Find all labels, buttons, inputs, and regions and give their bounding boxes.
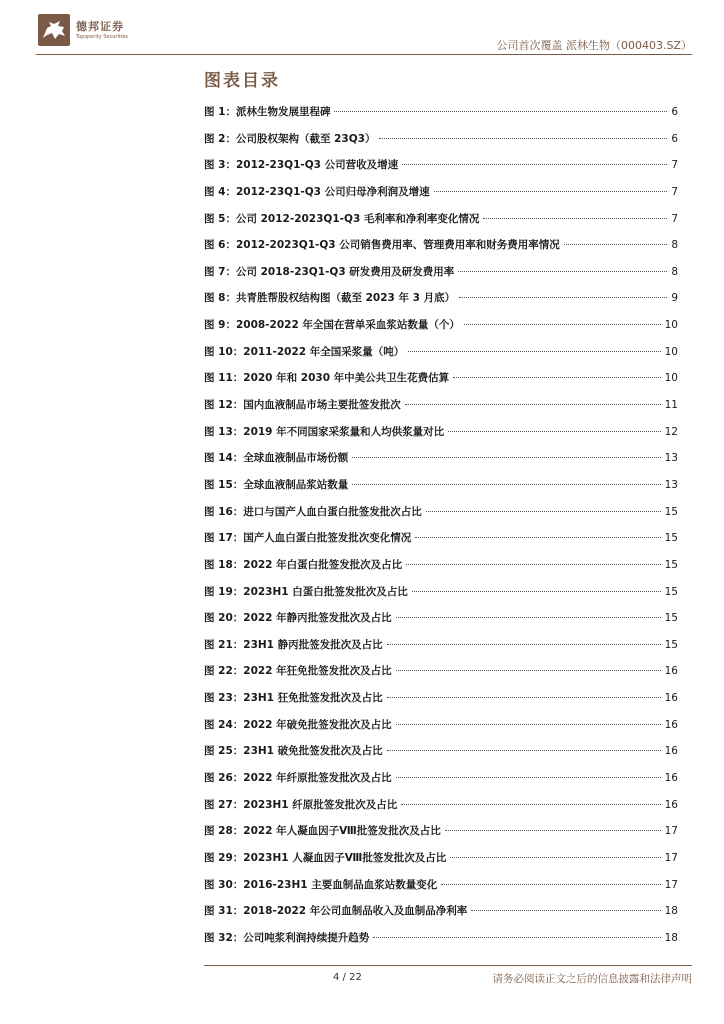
toc-entry[interactable] (204, 743, 678, 770)
header-divider (36, 54, 692, 55)
toc-dot-leader (387, 644, 661, 645)
toc-entry-page: 7 (671, 212, 678, 225)
toc-entry[interactable] (204, 797, 678, 824)
toc-entry-label: 图 7：公司 2018-23Q1-Q3 研发费用及研发费用率 (204, 265, 455, 278)
toc-dot-leader (434, 191, 668, 192)
toc-entry[interactable] (204, 211, 678, 238)
toc-entry[interactable] (204, 877, 678, 904)
toc-entry-page: 10 (664, 319, 678, 332)
toc-dot-leader (396, 777, 661, 778)
toc-entry-page: 10 (664, 345, 678, 358)
toc-entry[interactable] (204, 770, 678, 797)
toc-dot-leader (426, 511, 661, 512)
toc-entry-label: 图 20：2022 年静丙批签发批次及占比 (204, 612, 392, 625)
toc-entry[interactable] (204, 370, 678, 397)
toc-entry-label: 图 4：2012-23Q1-Q3 公司归母净利润及增速 (204, 185, 430, 198)
toc-entry-label: 图 10：2011-2022 年全国采浆量（吨） (204, 345, 405, 358)
toc-entry-page: 16 (664, 798, 678, 811)
toc-entry-label: 图 32：公司吨浆利润持续提升趋势 (204, 931, 370, 944)
toc-entry-label: 图 3：2012-23Q1-Q3 公司营收及增速 (204, 159, 399, 172)
toc-entry-label: 图 14：全球血液制品市场份额 (204, 452, 349, 465)
toc-entry-label: 图 26：2022 年纤原批签发批次及占比 (204, 772, 392, 785)
toc-entry[interactable] (204, 504, 678, 531)
toc-entry[interactable] (204, 690, 678, 717)
toc-entry[interactable] (204, 184, 678, 211)
toc-entry-label: 图 13：2019 年不同国家采浆量和人均供浆量对比 (204, 425, 445, 438)
toc-entry-label: 图 28：2022 年人凝血因子Ⅷ批签发批次及占比 (204, 825, 441, 838)
toc-entry-page: 15 (664, 638, 678, 651)
toc-entry[interactable] (204, 530, 678, 557)
toc-entry-label: 图 27：2023H1 纤原批签发批次及占比 (204, 798, 398, 811)
toc-entry[interactable] (204, 557, 678, 584)
toc-entry-label: 图 2：公司股权架构（截至 23Q3） (204, 132, 376, 145)
toc-dot-leader (450, 857, 660, 858)
toc-entry[interactable] (204, 317, 678, 344)
report-header-info: 公司首次覆盖 派林生物（000403.SZ） (496, 39, 692, 52)
toc-dot-leader (408, 351, 660, 352)
toc-dot-leader (379, 138, 667, 139)
footer-divider (204, 965, 692, 966)
toc-dot-leader (453, 377, 660, 378)
toc-dot-leader (387, 750, 661, 751)
toc-dot-leader (441, 884, 660, 885)
toc-entry-page: 16 (664, 692, 678, 705)
toc-entry-page: 13 (664, 452, 678, 465)
toc-entry-label: 图 11：2020 年和 2030 年中美公共卫生花费估算 (204, 372, 450, 385)
toc-entry[interactable] (204, 424, 678, 451)
toc-entry-page: 6 (671, 132, 678, 145)
figure-list (204, 104, 678, 957)
toc-entry-page: 17 (664, 851, 678, 864)
toc-entry-page: 6 (671, 106, 678, 118)
toc-entry[interactable] (204, 264, 678, 291)
toc-entry-label: 图 5：公司 2012-2023Q1-Q3 毛利率和净利率变化情况 (204, 212, 480, 225)
toc-dot-leader (483, 218, 667, 219)
toc-dot-leader (458, 271, 667, 272)
toc-entry[interactable] (204, 584, 678, 611)
toc-entry-page: 18 (664, 931, 678, 944)
toc-dot-leader (464, 324, 661, 325)
toc-entry[interactable] (204, 637, 678, 664)
toc-entry-label: 图 15：全球血液制品浆站数量 (204, 478, 349, 491)
toc-entry-label: 图 1：派林生物发展里程碑 (204, 106, 331, 118)
toc-entry[interactable] (204, 157, 678, 184)
company-logo (38, 14, 128, 46)
toc-entry-page: 17 (664, 878, 678, 891)
toc-entry-label: 图 6：2012-2023Q1-Q3 公司销售费用率、管理费用率和财务费用率情况 (204, 239, 560, 252)
toc-entry-page: 7 (671, 159, 678, 172)
toc-entry-page: 16 (664, 772, 678, 785)
toc-entry-page: 15 (664, 558, 678, 571)
toc-dot-leader (445, 830, 661, 831)
toc-dot-leader (334, 111, 667, 112)
toc-entry[interactable] (204, 850, 678, 877)
toc-entry-label: 图 29：2023H1 人凝血因子Ⅷ批签发批次及占比 (204, 851, 447, 864)
toc-entry-page: 8 (671, 239, 678, 252)
toc-entry-page: 13 (664, 478, 678, 491)
toc-entry-page: 12 (664, 425, 678, 438)
toc-dot-leader (412, 591, 661, 592)
toc-title: 图表目录 (204, 71, 280, 91)
toc-entry-label: 图 17：国产人血白蛋白批签发批次变化情况 (204, 532, 412, 545)
toc-dot-leader (396, 724, 661, 725)
toc-entry-page: 7 (671, 185, 678, 198)
toc-dot-leader (406, 564, 660, 565)
toc-entry-label: 图 22：2022 年狂免批签发批次及占比 (204, 665, 392, 678)
toc-entry-page: 10 (664, 372, 678, 385)
logo-chinese-name: 德邦证券 (76, 19, 124, 33)
toc-entry-label: 图 21：23H1 静丙批签发批次及占比 (204, 638, 383, 651)
toc-entry[interactable] (204, 450, 678, 477)
toc-entry-page: 15 (664, 505, 678, 518)
disclaimer-notice: 请务必阅读正文之后的信息披露和法律声明 (492, 973, 692, 985)
toc-dot-leader (564, 244, 668, 245)
toc-entry-label: 图 31：2018-2022 年公司血制品收入及血制品净利率 (204, 905, 468, 918)
toc-dot-leader (402, 164, 667, 165)
logo-english-name: Topsperity Securities (76, 33, 128, 40)
toc-entry-label: 图 12：国内血液制品市场主要批签发批次 (204, 399, 401, 412)
toc-entry-label: 图 18：2022 年白蛋白批签发批次及占比 (204, 558, 403, 571)
toc-entry-label: 图 8：共青胜帮股权结构图（截至 2023 年 3 月底） (204, 292, 456, 305)
toc-dot-leader (471, 910, 660, 911)
toc-entry[interactable] (204, 104, 678, 131)
toc-entry-page: 16 (664, 718, 678, 731)
toc-entry-page: 8 (671, 265, 678, 278)
toc-dot-leader (352, 484, 660, 485)
toc-entry[interactable] (204, 930, 678, 957)
toc-entry[interactable] (204, 477, 678, 504)
toc-dot-leader (396, 617, 661, 618)
toc-entry-label: 图 16：进口与国产人血白蛋白批签发批次占比 (204, 505, 422, 518)
toc-entry-label: 图 19：2023H1 白蛋白批签发批次及占比 (204, 585, 408, 598)
toc-dot-leader (387, 697, 661, 698)
toc-entry-page: 15 (664, 532, 678, 545)
toc-entry[interactable] (204, 290, 678, 317)
toc-entry[interactable] (204, 344, 678, 371)
toc-entry-label: 图 9：2008-2022 年全国在营单采血浆站数量（个） (204, 319, 460, 332)
toc-entry[interactable] (204, 610, 678, 637)
toc-dot-leader (352, 457, 660, 458)
toc-entry[interactable] (204, 397, 678, 424)
toc-entry-page: 11 (664, 399, 678, 412)
toc-entry-page: 15 (664, 585, 678, 598)
toc-entry-label: 图 23：23H1 狂免批签发批次及占比 (204, 692, 383, 705)
toc-entry[interactable] (204, 717, 678, 744)
toc-entry-label: 图 25：23H1 破免批签发批次及占比 (204, 745, 383, 758)
toc-entry-page: 18 (664, 905, 678, 918)
page-number: 4 / 22 (333, 972, 362, 983)
toc-dot-leader (373, 937, 660, 938)
toc-dot-leader (396, 670, 661, 671)
toc-entry-page: 17 (664, 825, 678, 838)
toc-entry-label: 图 30：2016-23H1 主要血制品血浆站数量变化 (204, 878, 438, 891)
toc-entry[interactable] (204, 903, 678, 930)
toc-entry-page: 16 (664, 745, 678, 758)
toc-entry-label: 图 24：2022 年破免批签发批次及占比 (204, 718, 392, 731)
toc-dot-leader (459, 297, 667, 298)
bull-logo-icon (38, 14, 70, 46)
toc-entry-page: 16 (664, 665, 678, 678)
toc-entry-page: 15 (664, 612, 678, 625)
toc-dot-leader (401, 804, 660, 805)
toc-entry[interactable] (204, 663, 678, 690)
toc-entry[interactable] (204, 823, 678, 850)
toc-dot-leader (405, 404, 661, 405)
toc-dot-leader (448, 431, 660, 432)
toc-entry[interactable] (204, 237, 678, 264)
toc-dot-leader (415, 537, 660, 538)
toc-entry-page: 9 (671, 292, 678, 305)
toc-entry[interactable] (204, 131, 678, 158)
